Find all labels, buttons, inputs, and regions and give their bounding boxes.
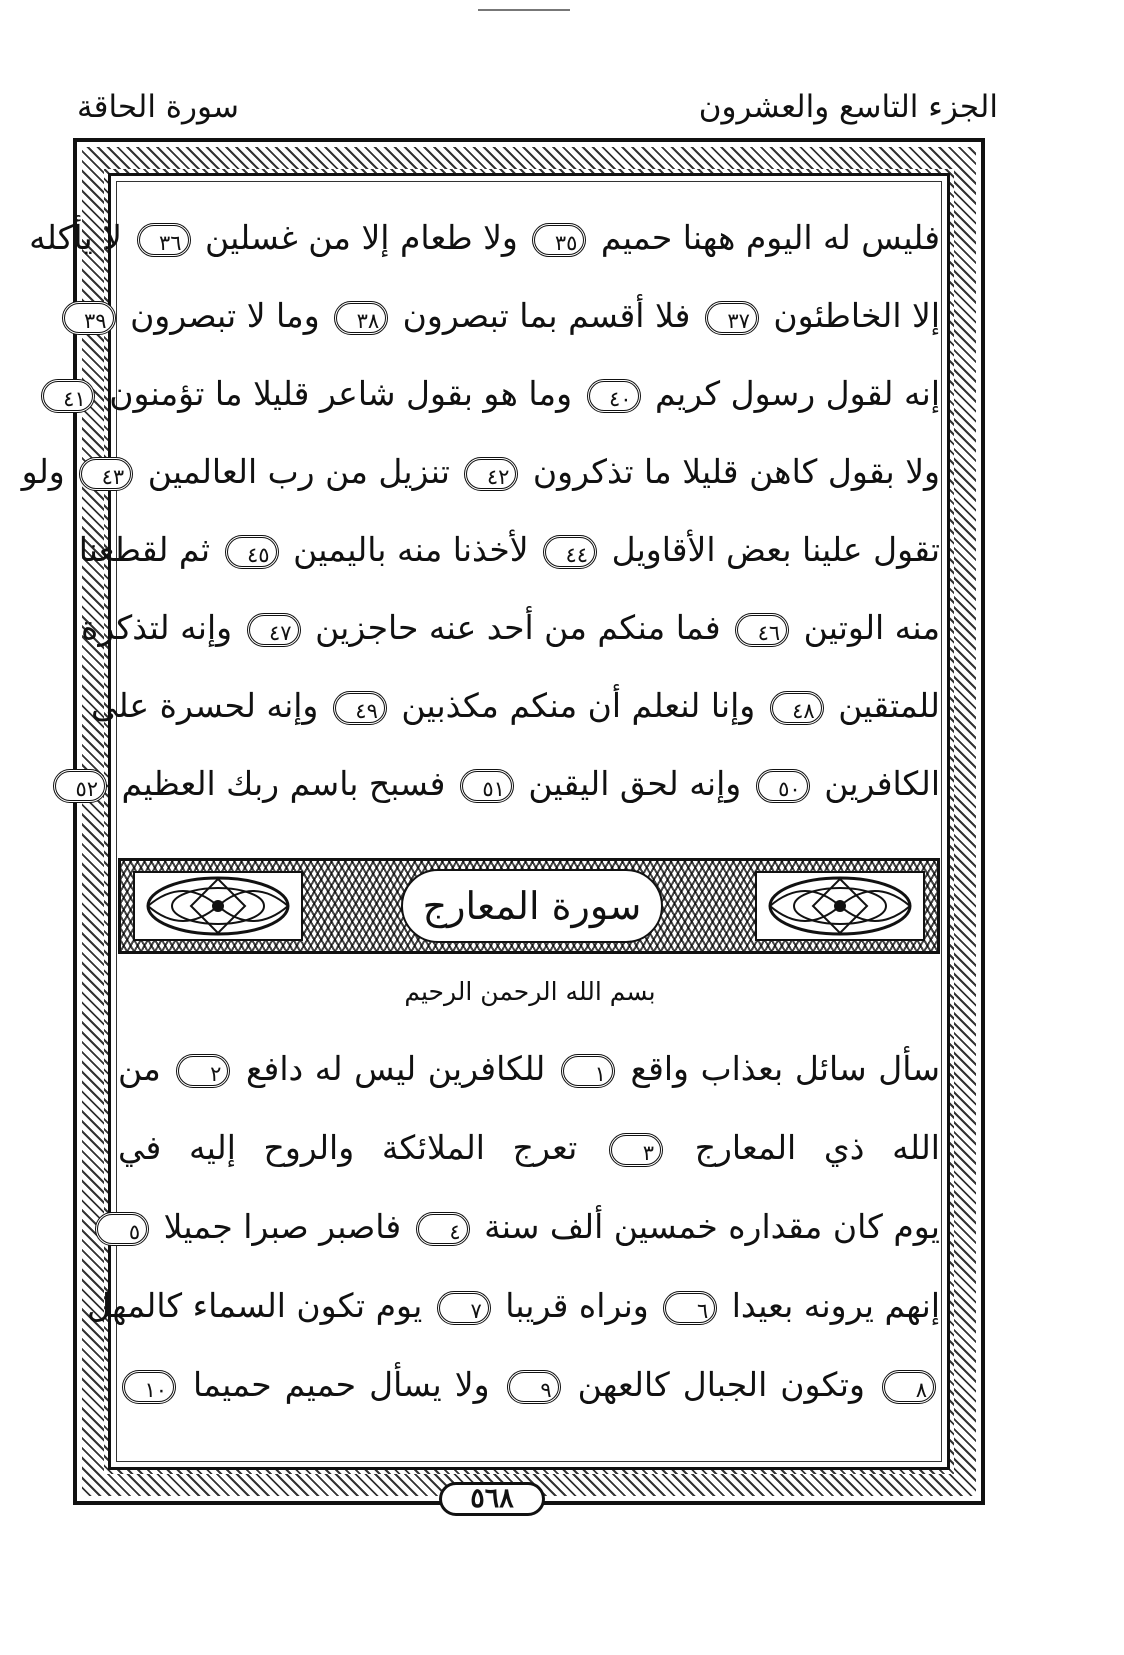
ayah-number: ٤٨ <box>770 691 824 725</box>
verse-line <box>90 675 940 737</box>
verse-text: وإنه لتذكرة <box>81 608 233 647</box>
ayah-number: ٥٠ <box>756 769 810 803</box>
verse-text: ولا يسأل حميم حميما <box>193 1365 490 1404</box>
verse-text: فسبح باسم ربك العظيم <box>121 764 446 803</box>
surah-cartouche <box>401 869 663 943</box>
verse-text: للمتقين <box>838 686 940 725</box>
verse-line <box>87 1275 940 1337</box>
ornament-right-icon <box>755 871 925 941</box>
verse-text: فلا أقسم بما تبصرون <box>402 296 691 335</box>
verse-line <box>21 441 940 503</box>
verse-text: فما منكم من أحد عنه حاجزين <box>315 608 721 647</box>
verse-text: الله ذي المعارج <box>694 1128 940 1167</box>
verse-line <box>118 1354 940 1416</box>
verse-text: تقول علينا بعض الأقاويل <box>611 530 940 569</box>
verse-text: الكافرين <box>824 764 940 803</box>
verse-text: وما هو بقول شاعر قليلا ما تؤمنون <box>109 374 573 413</box>
verse-line <box>63 363 940 425</box>
ayah-number: ٤٣ <box>79 457 133 491</box>
verse-line <box>75 753 940 815</box>
verse-line <box>118 1038 940 1100</box>
ayah-number: ٣٥ <box>532 223 586 257</box>
ayah-number: ٨ <box>882 1370 936 1404</box>
ayah-number: ٣ <box>609 1133 663 1167</box>
verse-line <box>81 597 940 659</box>
verse-text: ونراه قريبا <box>505 1286 649 1325</box>
ayah-number: ٧ <box>437 1291 491 1325</box>
ayah-number: ٣٧ <box>705 301 759 335</box>
ayah-number: ٥١ <box>460 769 514 803</box>
verse-line <box>29 207 940 269</box>
basmala: بسم الله الرحمن الرحيم <box>404 977 656 1006</box>
ayah-number: ٤٥ <box>225 535 279 569</box>
verse-line <box>84 285 940 347</box>
ayah-number: ٤٦ <box>735 613 789 647</box>
surah-header: سورة الحاقة <box>77 89 240 125</box>
verse-text: للكافرين ليس له دافع <box>245 1049 546 1088</box>
ayah-number: ٤٢ <box>464 457 518 491</box>
ayah-number: ٣٦ <box>137 223 191 257</box>
verse-text: إنه لقول رسول كريم <box>655 374 940 413</box>
ayah-number: ٤٩ <box>333 691 387 725</box>
ayah-number: ٤٠ <box>587 379 641 413</box>
ayah-number: ٤٤ <box>543 535 597 569</box>
verse-text: تعرج الملائكة والروح إليه في <box>118 1128 578 1167</box>
verse-text: يوم كان مقداره خمسين ألف سنة <box>484 1207 940 1246</box>
verse-line <box>118 1117 940 1179</box>
verse-text: من <box>118 1049 161 1088</box>
verse-text: فليس له اليوم ههنا حميم <box>600 218 940 257</box>
ayah-number: ٤١ <box>41 379 95 413</box>
verse-line <box>118 1196 940 1258</box>
ayah-number: ٣٩ <box>62 301 116 335</box>
verse-text: فاصبر صبرا جميلا <box>163 1207 402 1246</box>
ayah-number: ١ <box>561 1054 615 1088</box>
verse-text: تنزيل من رب العالمين <box>147 452 450 491</box>
verse-text: ولا بقول كاهن قليلا ما تذكرون <box>532 452 940 491</box>
verse-text: وتكون الجبال كالعهن <box>577 1365 865 1404</box>
ayah-number: ٢ <box>176 1054 230 1088</box>
verse-text: وما لا تبصرون <box>130 296 320 335</box>
ayah-number: ٦ <box>663 1291 717 1325</box>
verse-text: ولا طعام إلا من غسلين <box>205 218 518 257</box>
verse-text: ولو <box>21 452 65 491</box>
verse-text: يوم تكون السماء كالمهل <box>87 1286 423 1325</box>
ornament-left-icon <box>133 871 303 941</box>
verse-text: سأل سائل بعذاب واقع <box>630 1049 940 1088</box>
verse-text: وإنه لحسرة على <box>90 686 319 725</box>
ayah-number: ١٠ <box>122 1370 176 1404</box>
verse-text: ثم لقطعنا <box>78 530 211 569</box>
ayah-number: ٥ <box>95 1212 149 1246</box>
verse-text: وإنه لحق اليقين <box>528 764 742 803</box>
ayah-number: ٤ <box>416 1212 470 1246</box>
juz-header: الجزء التاسع والعشرون <box>698 89 998 125</box>
verse-text: إلا الخاطئون <box>773 296 940 335</box>
verse-text: لأخذنا منه باليمين <box>293 530 529 569</box>
ayah-number: ٩ <box>507 1370 561 1404</box>
ayah-number: ٥٢ <box>53 769 107 803</box>
top-rule <box>478 9 570 11</box>
surah-title: سورة المعارج <box>422 884 642 928</box>
verse-text: وإنا لنعلم أن منكم مكذبين <box>401 686 756 725</box>
ayah-number: ٣٨ <box>334 301 388 335</box>
verse-text: إنهم يرونه بعيدا <box>731 1286 940 1325</box>
page-number: ٥٦٨ <box>439 1482 545 1516</box>
verse-line <box>78 519 940 581</box>
surah-banner <box>118 858 940 954</box>
verse-text: لا يأكله <box>29 218 122 257</box>
verse-text: منه الوتين <box>803 608 940 647</box>
ayah-number: ٤٧ <box>247 613 301 647</box>
